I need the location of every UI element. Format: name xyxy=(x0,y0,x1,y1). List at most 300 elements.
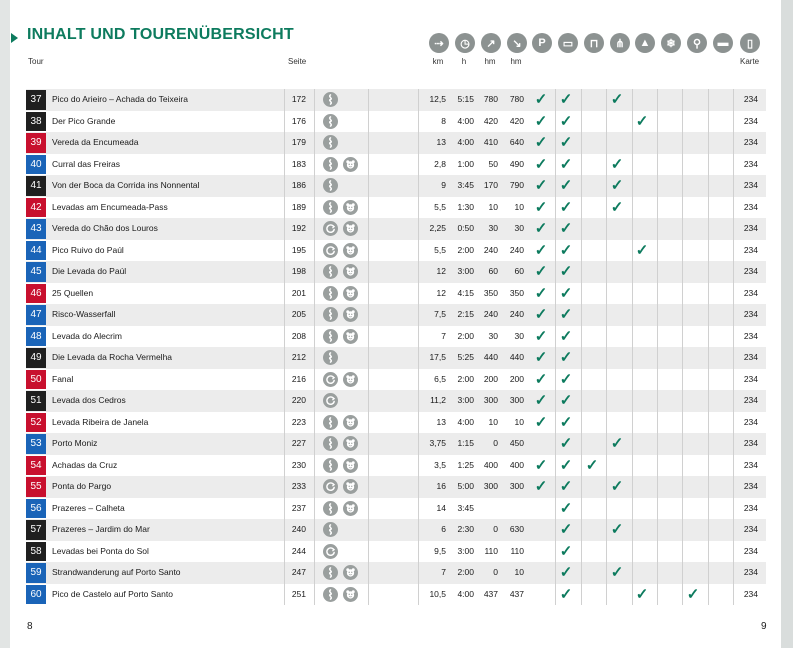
table-row[interactable] xyxy=(26,175,766,197)
table-row[interactable] xyxy=(26,455,766,477)
snowflake-icon: ❄ xyxy=(661,33,681,53)
clock-icon: ◷ xyxy=(455,33,475,53)
column-divider xyxy=(368,111,369,133)
tour-descent: 300 xyxy=(509,481,524,491)
table-row[interactable] xyxy=(26,154,766,176)
column-divider xyxy=(682,218,683,240)
tour-name[interactable]: Levadas am Encumeada-Pass xyxy=(52,201,168,212)
column-divider xyxy=(314,369,315,391)
column-divider xyxy=(314,154,315,176)
linear-route-icon xyxy=(323,264,338,279)
tour-name[interactable]: Levada dos Cedros xyxy=(52,395,126,405)
tour-ascent: 0 xyxy=(493,524,498,534)
tour-ascent: 420 xyxy=(483,115,498,126)
tour-descent: 490 xyxy=(509,158,524,169)
tour-name[interactable]: Achadas da Cruz xyxy=(52,459,118,470)
table-row[interactable] xyxy=(26,197,766,219)
column-divider xyxy=(682,519,683,541)
column-divider xyxy=(733,132,734,154)
column-divider xyxy=(708,541,709,563)
tour-name[interactable]: Von der Boca da Corrida ins Nonnental xyxy=(52,180,200,190)
column-divider xyxy=(682,498,683,520)
column-divider xyxy=(682,369,683,391)
column-divider xyxy=(368,347,369,369)
tour-name[interactable]: Die Levada da Rocha Vermelha xyxy=(52,352,173,362)
tour-map-page: 234 xyxy=(743,524,758,534)
column-divider xyxy=(314,240,315,262)
column-divider xyxy=(682,283,683,305)
linear-route-icon xyxy=(323,114,338,129)
column-divider xyxy=(368,412,369,434)
family-friendly-icon xyxy=(343,286,358,301)
table-row[interactable] xyxy=(26,498,766,520)
column-divider xyxy=(733,476,734,498)
checkmark-icon: ✓ xyxy=(610,155,624,173)
column-divider xyxy=(682,175,683,197)
summit-icon: ▲ xyxy=(635,33,655,53)
table-row[interactable] xyxy=(26,304,766,326)
tour-descent xyxy=(500,498,524,520)
tour-map-page: 234 xyxy=(743,330,758,341)
column-divider xyxy=(314,261,315,283)
tour-name[interactable]: Die Levada do Paúl xyxy=(52,266,127,276)
column-divider xyxy=(606,218,607,240)
table-row[interactable] xyxy=(26,111,766,133)
tour-number-badge: 39 xyxy=(26,133,46,153)
tour-ascent: 300 xyxy=(483,395,498,405)
column-divider xyxy=(418,369,419,391)
column-divider xyxy=(632,283,633,305)
tour-page: 186 xyxy=(291,180,306,190)
tour-km: 6 xyxy=(441,524,446,534)
column-divider xyxy=(368,304,369,326)
tour-page: 201 xyxy=(291,287,306,298)
tour-km: 16 xyxy=(436,481,446,491)
column-divider xyxy=(632,304,633,326)
tour-map-page: 234 xyxy=(743,201,758,212)
column-divider xyxy=(657,584,658,606)
checkmark-icon: ✓ xyxy=(534,284,548,302)
tour-name[interactable]: Risco-Wasserfall xyxy=(52,309,116,319)
column-divider xyxy=(632,197,633,219)
column-divider xyxy=(581,347,582,369)
tour-page: 230 xyxy=(291,459,306,470)
tour-page: 251 xyxy=(291,588,306,599)
checkmark-icon: ✓ xyxy=(534,306,548,323)
family-friendly-icon xyxy=(343,307,358,322)
column-divider xyxy=(368,154,369,176)
tour-map-page: 234 xyxy=(743,395,758,405)
column-divider xyxy=(314,519,315,541)
table-row[interactable] xyxy=(26,132,766,154)
checkmark-icon: ✓ xyxy=(610,198,624,216)
tour-name[interactable]: Vereda da Encumeada xyxy=(52,137,139,147)
column-divider xyxy=(418,304,419,326)
checkmark-icon: ✓ xyxy=(534,413,548,431)
linear-route-icon xyxy=(323,286,338,301)
tour-ascent: 0 xyxy=(493,567,498,577)
column-divider xyxy=(733,89,734,111)
tour-descent: 630 xyxy=(509,524,524,534)
checkmark-icon: ✓ xyxy=(559,542,573,560)
tour-name[interactable]: Porto Moniz xyxy=(52,438,98,448)
column-divider xyxy=(708,154,709,176)
family-friendly-icon xyxy=(343,221,358,236)
checkmark-icon: ✓ xyxy=(559,284,573,302)
column-divider xyxy=(606,240,607,262)
column-divider xyxy=(682,304,683,326)
checkmark-icon: ✓ xyxy=(610,177,624,194)
checkmark-icon: ✓ xyxy=(534,91,548,108)
tour-name[interactable]: Pico de Castelo auf Porto Santo xyxy=(52,588,173,599)
column-divider xyxy=(733,455,734,477)
checkmark-icon: ✓ xyxy=(635,112,649,130)
column-divider xyxy=(606,390,607,412)
tour-hours: 4:00 xyxy=(457,137,474,147)
right-page-edge xyxy=(781,0,793,648)
checkmark-icon: ✓ xyxy=(534,370,548,388)
column-divider xyxy=(368,519,369,541)
column-divider xyxy=(708,89,709,111)
tour-page: 179 xyxy=(291,137,306,147)
checkmark-icon: ✓ xyxy=(534,112,548,130)
tour-hours: 5:00 xyxy=(457,481,474,491)
tour-ascent: 60 xyxy=(488,266,498,276)
tour-map-page: 234 xyxy=(743,438,758,448)
column-divider xyxy=(708,433,709,455)
column-divider xyxy=(708,412,709,434)
tour-name[interactable]: Levada Ribeira de Janela xyxy=(52,416,149,427)
tour-ascent: 10 xyxy=(488,416,498,427)
tour-number-badge: 37 xyxy=(26,90,46,110)
tour-name[interactable]: Curral das Freiras xyxy=(52,158,121,169)
tour-hours: 4:00 xyxy=(457,115,474,126)
checkmark-icon: ✓ xyxy=(534,327,548,345)
uphill-icon: ↗ xyxy=(481,33,501,53)
column-divider xyxy=(733,175,734,197)
tour-page: 198 xyxy=(291,266,306,276)
column-divider xyxy=(581,412,582,434)
column-divider xyxy=(418,562,419,584)
column-divider xyxy=(682,111,683,133)
column-divider xyxy=(314,476,315,498)
column-divider xyxy=(581,326,582,348)
table-row[interactable] xyxy=(26,584,766,606)
tour-page: 212 xyxy=(291,352,306,362)
checkmark-icon: ✓ xyxy=(559,155,573,173)
checkmark-icon: ✓ xyxy=(559,585,573,603)
column-divider xyxy=(657,326,658,348)
tour-name[interactable]: Fanal xyxy=(52,373,74,384)
tour-number-badge: 58 xyxy=(26,542,46,562)
column-divider xyxy=(418,89,419,111)
tour-descent: 10 xyxy=(514,567,524,577)
linear-route-icon xyxy=(323,415,338,430)
column-divider xyxy=(368,175,369,197)
tour-map-page: 234 xyxy=(743,481,758,491)
column-divider xyxy=(368,584,369,606)
table-row[interactable] xyxy=(26,562,766,584)
tour-number-badge: 45 xyxy=(26,262,46,282)
tour-number-badge: 54 xyxy=(26,456,46,476)
column-divider xyxy=(733,369,734,391)
circular-route-icon xyxy=(323,479,338,494)
circular-route-icon xyxy=(323,544,338,559)
tour-descent: 30 xyxy=(514,330,524,341)
column-divider xyxy=(314,175,315,197)
column-divider xyxy=(314,498,315,520)
column-divider xyxy=(581,283,582,305)
tour-hours: 3:45 xyxy=(457,180,474,190)
signpost-icon: ⇢ xyxy=(429,33,449,53)
table-row[interactable] xyxy=(26,326,766,348)
column-divider xyxy=(708,197,709,219)
column-divider xyxy=(657,89,658,111)
tour-name[interactable]: Strandwanderung auf Porto Santo xyxy=(52,567,181,577)
tour-ascent: 110 xyxy=(484,545,498,556)
column-divider xyxy=(418,433,419,455)
bed-icon: ▬ xyxy=(713,33,733,53)
tour-hours: 2:00 xyxy=(457,244,474,255)
table-row[interactable] xyxy=(26,369,766,391)
tour-ascent: 440 xyxy=(483,352,498,362)
tour-number-badge: 38 xyxy=(26,112,46,132)
column-divider xyxy=(657,369,658,391)
tour-hours: 3:45 xyxy=(457,502,474,513)
column-divider xyxy=(733,261,734,283)
tour-ascent: 200 xyxy=(483,373,498,384)
column-divider xyxy=(581,369,582,391)
table-row[interactable] xyxy=(26,89,766,111)
family-friendly-icon xyxy=(343,200,358,215)
column-divider xyxy=(606,347,607,369)
parking-icon: P xyxy=(532,33,552,53)
checkmark-icon: ✓ xyxy=(559,413,573,431)
column-divider xyxy=(733,154,734,176)
tour-km: 12,5 xyxy=(429,94,446,104)
table-row[interactable] xyxy=(26,390,766,412)
column-divider xyxy=(733,519,734,541)
tour-ascent: 240 xyxy=(483,309,498,319)
tour-descent: 440 xyxy=(509,352,524,362)
column-divider xyxy=(418,283,419,305)
column-divider xyxy=(632,455,633,477)
tour-map-page: 234 xyxy=(743,459,758,470)
checkmark-icon: ✓ xyxy=(559,349,573,366)
checkmark-icon: ✓ xyxy=(559,435,573,452)
linear-route-icon xyxy=(323,522,338,537)
tour-descent: 60 xyxy=(514,266,524,276)
tour-page: 183 xyxy=(291,158,306,169)
family-friendly-icon xyxy=(343,458,358,473)
table-row[interactable] xyxy=(26,519,766,541)
linear-route-icon xyxy=(323,565,338,580)
column-divider xyxy=(581,89,582,111)
column-divider xyxy=(368,562,369,584)
column-divider xyxy=(314,541,315,563)
checkmark-icon: ✓ xyxy=(559,327,573,345)
table-row[interactable] xyxy=(26,283,766,305)
column-divider xyxy=(581,519,582,541)
checkmark-icon: ✓ xyxy=(559,198,573,216)
column-divider xyxy=(418,175,419,197)
table-row[interactable] xyxy=(26,433,766,455)
column-divider xyxy=(314,455,315,477)
column-divider xyxy=(368,89,369,111)
column-divider xyxy=(581,498,582,520)
tour-km: 3,75 xyxy=(429,438,446,448)
tour-map-page: 234 xyxy=(743,223,758,233)
tour-km: 7 xyxy=(441,330,446,341)
tour-name[interactable]: Pico Ruivo do Paúl xyxy=(52,244,124,255)
column-divider xyxy=(657,433,658,455)
tour-km: 9,5 xyxy=(434,545,446,556)
checkmark-icon: ✓ xyxy=(559,112,573,130)
linear-route-icon xyxy=(323,436,338,451)
tour-hours: 1:00 xyxy=(457,158,474,169)
column-divider xyxy=(733,541,734,563)
column-divider xyxy=(733,498,734,520)
column-divider xyxy=(708,218,709,240)
tour-number-badge: 42 xyxy=(26,198,46,218)
table-row[interactable] xyxy=(26,261,766,283)
column-divider xyxy=(418,584,419,606)
column-divider xyxy=(733,390,734,412)
checkmark-icon: ✓ xyxy=(610,91,624,108)
column-divider xyxy=(632,390,633,412)
column-divider xyxy=(733,218,734,240)
column-divider xyxy=(418,154,419,176)
tour-name[interactable]: 25 Quellen xyxy=(52,287,94,298)
column-divider xyxy=(632,261,633,283)
column-divider xyxy=(368,369,369,391)
tour-ascent: 0 xyxy=(493,438,498,448)
linear-route-icon xyxy=(323,350,338,365)
column-divider xyxy=(632,218,633,240)
column-divider xyxy=(657,261,658,283)
checkmark-icon: ✓ xyxy=(610,564,624,581)
family-friendly-icon xyxy=(343,565,358,580)
checkmark-icon: ✓ xyxy=(559,370,573,388)
tour-page: 247 xyxy=(291,567,306,577)
tour-descent: 400 xyxy=(509,459,524,470)
header-hm-up: hm xyxy=(484,57,496,66)
tour-number-badge: 48 xyxy=(26,327,46,347)
tour-page: 176 xyxy=(291,115,306,126)
table-row[interactable] xyxy=(26,240,766,262)
tour-name[interactable]: Levada do Alecrim xyxy=(52,330,122,341)
tour-name[interactable]: Ponta do Pargo xyxy=(52,481,112,491)
column-divider xyxy=(581,304,582,326)
column-divider xyxy=(314,326,315,348)
column-divider xyxy=(657,455,658,477)
column-divider xyxy=(314,412,315,434)
column-divider xyxy=(708,304,709,326)
tour-hours: 4:00 xyxy=(457,588,474,599)
column-divider xyxy=(314,562,315,584)
tour-km: 2,8 xyxy=(434,158,446,169)
column-divider xyxy=(368,433,369,455)
column-divider xyxy=(368,390,369,412)
page-number-right: 9 xyxy=(761,621,767,632)
column-divider xyxy=(708,283,709,305)
linear-route-icon xyxy=(323,587,338,602)
tour-hours: 2:00 xyxy=(457,373,474,384)
tour-hours: 1:25 xyxy=(457,459,474,470)
column-divider xyxy=(606,369,607,391)
tour-name[interactable]: Prazeres – Calheta xyxy=(52,502,125,513)
tour-name[interactable]: Levadas bei Ponta do Sol xyxy=(52,545,149,556)
table-row[interactable] xyxy=(26,541,766,563)
column-divider xyxy=(657,304,658,326)
tour-hours: 3:00 xyxy=(457,395,474,405)
tour-name[interactable]: Prazeres – Jardim do Mar xyxy=(52,524,150,534)
table-row[interactable] xyxy=(26,476,766,498)
column-divider xyxy=(708,498,709,520)
column-divider xyxy=(314,218,315,240)
tour-descent: 450 xyxy=(509,438,524,448)
column-divider xyxy=(418,476,419,498)
tour-hours: 1:15 xyxy=(457,438,474,448)
tour-descent: 10 xyxy=(514,416,524,427)
column-divider xyxy=(368,326,369,348)
cable-car-icon: ⊓ xyxy=(584,33,604,53)
family-friendly-icon xyxy=(343,372,358,387)
tour-number-badge: 40 xyxy=(26,155,46,175)
column-divider xyxy=(581,218,582,240)
tour-number-badge: 43 xyxy=(26,219,46,239)
tour-km: 17,5 xyxy=(429,352,446,362)
column-divider xyxy=(733,240,734,262)
header-seite: Seite xyxy=(288,57,307,66)
circular-route-icon xyxy=(323,221,338,236)
tour-name[interactable]: Pico do Arieiro – Achada do Teixeira xyxy=(52,94,188,104)
column-divider xyxy=(657,541,658,563)
tour-number-badge: 60 xyxy=(26,585,46,605)
column-divider xyxy=(708,111,709,133)
tour-km: 2,25 xyxy=(429,223,446,233)
tour-number-badge: 46 xyxy=(26,284,46,304)
table-row[interactable] xyxy=(26,218,766,240)
checkmark-icon: ✓ xyxy=(534,349,548,366)
checkmark-icon: ✓ xyxy=(559,91,573,108)
column-divider xyxy=(581,111,582,133)
circular-route-icon xyxy=(323,393,338,408)
column-divider xyxy=(418,132,419,154)
column-divider xyxy=(418,412,419,434)
column-divider xyxy=(708,347,709,369)
tour-number-badge: 59 xyxy=(26,563,46,583)
checkmark-icon: ✓ xyxy=(610,478,624,495)
column-divider xyxy=(368,455,369,477)
column-divider xyxy=(314,197,315,219)
tour-name[interactable]: Vereda do Chão dos Louros xyxy=(52,223,158,233)
checkmark-icon: ✓ xyxy=(534,392,548,409)
tour-hours: 3:00 xyxy=(457,545,474,556)
column-divider xyxy=(682,240,683,262)
column-divider xyxy=(708,132,709,154)
checkmark-icon: ✓ xyxy=(534,220,548,237)
tour-name[interactable]: Der Pico Grande xyxy=(52,115,116,126)
checkmark-icon: ✓ xyxy=(534,134,548,151)
column-divider xyxy=(733,433,734,455)
column-divider xyxy=(418,455,419,477)
table-row[interactable] xyxy=(26,412,766,434)
column-divider xyxy=(682,562,683,584)
family-friendly-icon xyxy=(343,264,358,279)
column-divider xyxy=(418,519,419,541)
table-row[interactable] xyxy=(26,347,766,369)
